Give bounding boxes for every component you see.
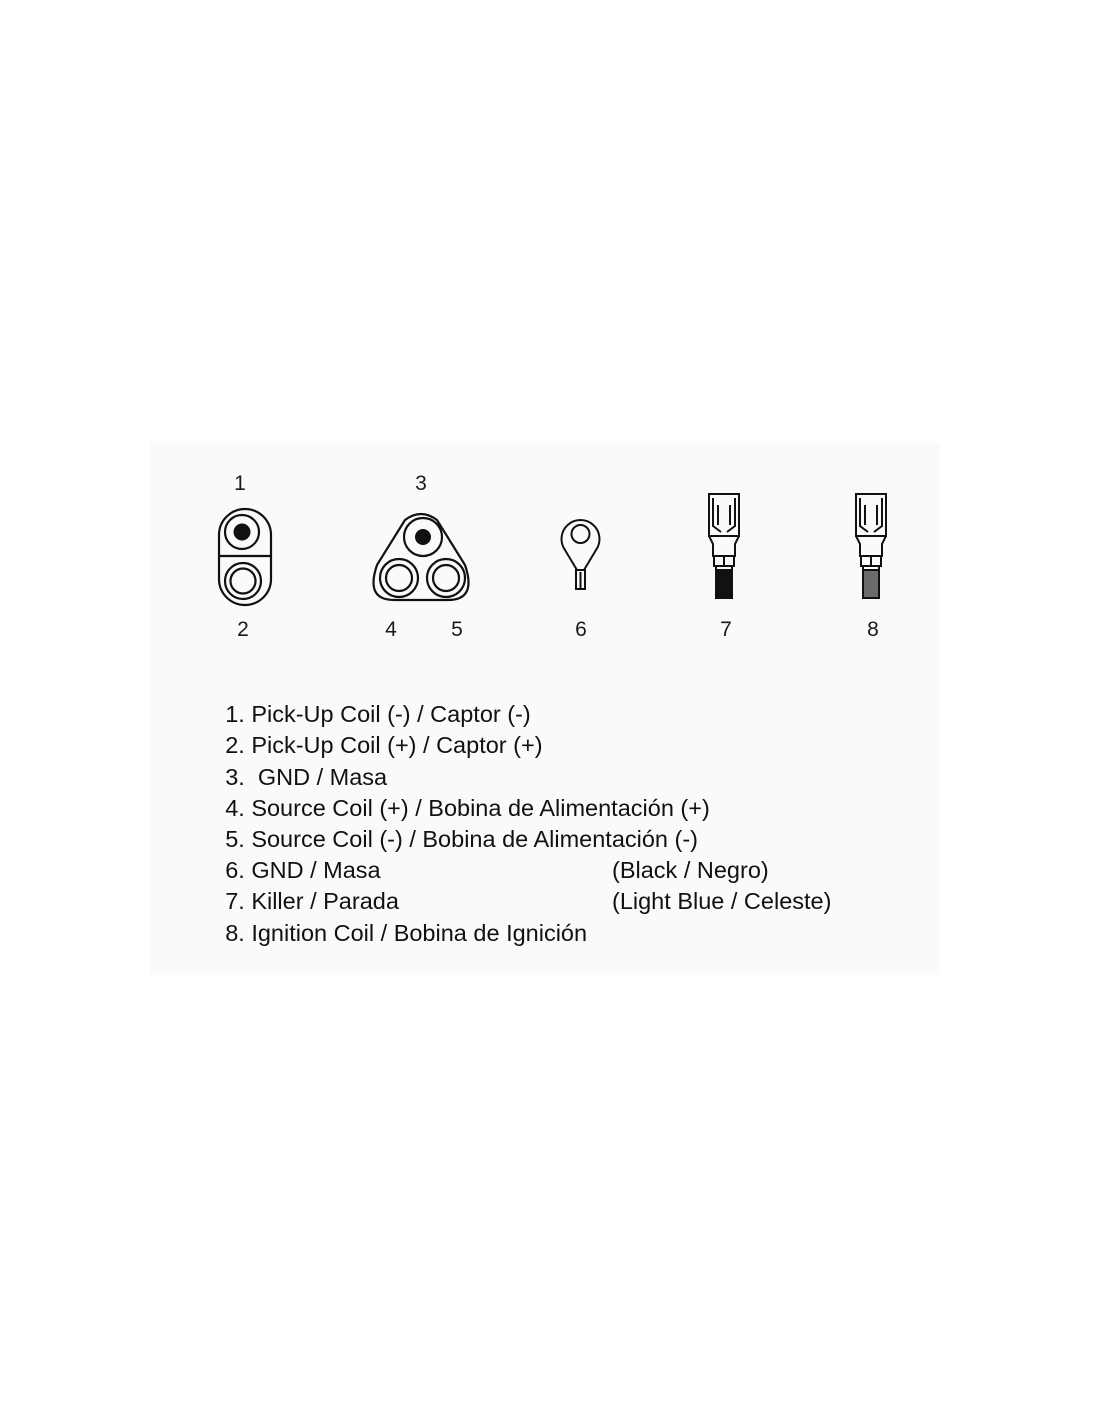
spade-7-inner-lines bbox=[718, 505, 730, 525]
ring-terminal-hole bbox=[572, 525, 590, 543]
connector-5-socket-inner bbox=[433, 565, 459, 591]
spade-7-inner-fold bbox=[713, 498, 735, 532]
legend-item bbox=[186, 668, 926, 728]
wire-8-light-blue bbox=[863, 570, 879, 598]
spade-8-inner-fold bbox=[860, 498, 882, 532]
legend-wire-color: (Black / Negro) bbox=[612, 857, 769, 884]
legend-text: 4. Source Coil (+) / Bobina de Alimentación (+) bbox=[225, 794, 710, 821]
connector-number-8: 8 bbox=[867, 618, 879, 641]
spade-7-neck bbox=[709, 536, 739, 556]
ring-terminal-body bbox=[562, 520, 600, 570]
connector-number-3: 3 bbox=[415, 472, 427, 495]
legend-item bbox=[186, 762, 926, 821]
connector-number-6: 6 bbox=[575, 618, 587, 641]
triple-bullet-connector-icon bbox=[373, 514, 468, 600]
connector-1-pin bbox=[234, 524, 251, 541]
legend-text: 3. GND / Masa bbox=[225, 763, 388, 790]
legend-item bbox=[186, 886, 926, 946]
legend-text: 5. Source Coil (-) / Bobina de Alimentación (-) bbox=[225, 825, 698, 852]
legend-item bbox=[186, 730, 926, 790]
legend-text: 6. GND / Masa bbox=[225, 857, 381, 884]
wire-7-black bbox=[716, 570, 732, 598]
legend-text: 8. Ignition Coil / Bobina de Ignición bbox=[225, 919, 588, 946]
connector-4-socket-inner bbox=[386, 565, 412, 591]
connector-2-socket-inner bbox=[231, 569, 256, 594]
connector-number-4: 4 bbox=[385, 618, 397, 641]
legend-text: 2. Pick-Up Coil (+) / Captor (+) bbox=[225, 732, 543, 759]
ring-terminal-icon bbox=[562, 520, 600, 589]
legend-wire-color: (Light Blue / Celeste) bbox=[612, 888, 832, 915]
spade-terminal-black-wire-icon bbox=[709, 494, 739, 598]
legend-text: 7. Killer / Parada bbox=[225, 888, 399, 915]
legend-item bbox=[186, 699, 926, 759]
connector-number-1: 1 bbox=[234, 472, 246, 495]
spade-terminal-light-blue-wire-icon bbox=[856, 494, 886, 598]
spade-8-neck bbox=[856, 536, 886, 556]
connector-3-pin bbox=[415, 529, 431, 545]
legend-item bbox=[186, 793, 926, 852]
connector-number-5: 5 bbox=[451, 618, 463, 641]
spade-8-inner-lines bbox=[865, 505, 877, 525]
legend-text: 1. Pick-Up Coil (-) / Captor (-) bbox=[225, 701, 531, 728]
connector-number-2: 2 bbox=[237, 618, 249, 641]
connector-legend bbox=[186, 668, 926, 946]
double-bullet-connector-icon bbox=[219, 509, 271, 605]
connector-number-7: 7 bbox=[720, 618, 732, 641]
